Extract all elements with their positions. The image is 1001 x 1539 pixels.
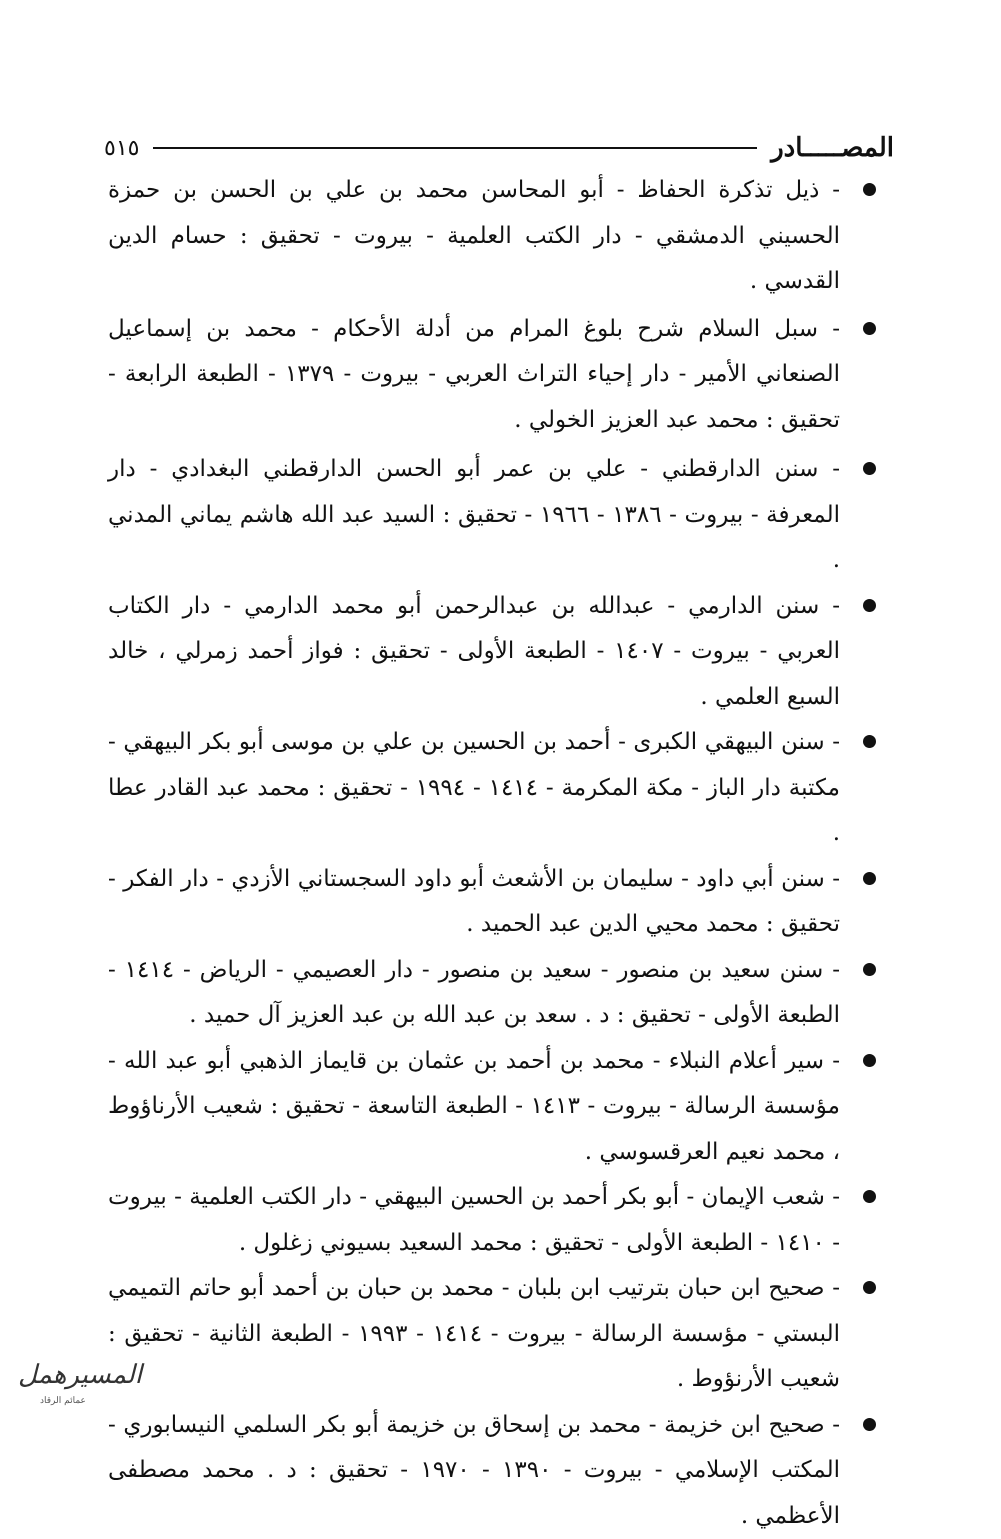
entry-text: - سنن البيهقي الكبرى - أحمد بن الحسين بن علي بن موسى أبو بكر البيهقي - مكتبة دار الباز - مكة المكرمة - ١٤١٤ - ١٩٩٤ - تحقيق : محمد عبد القادر عطا . [108,729,840,846]
stamp-text: المسيرهمل [18,1360,142,1390]
entry-text: - سنن الدارقطني - علي بن عمر أبو الحسن الدارقطني البغدادي - دار المعرفة - بيروت - ١٣٨٦ - ١٩٦٦ - تحقيق : السيد عبد الله هاشم يماني المدني . [108,456,840,573]
stamp-subtext: عمائم الرقاد [40,1396,86,1406]
entry-text: - شعب الإيمان - أبو بكر أحمد بن الحسين البيهقي - دار الكتب العلمية - بيروت - ١٤١٠ - الطبعة الأولى - تحقيق : محمد السعيد بسيوني زغلول . [108,1184,840,1256]
bibliography-entry [108,720,888,857]
header-rule [153,147,757,149]
bibliography-entry [108,584,888,721]
page-header [104,128,894,168]
bibliography-entry [108,1266,888,1403]
entry-text: - سبل السلام شرح بلوغ المرام من أدلة الأحكام - محمد بن إسماعيل الصنعاني الأمير - دار إحياء التراث العربي - بيروت - ١٣٧٩ - الطبعة الرابعة - تحقيق : محمد عبد العزيز الخولي . [108,316,840,433]
section-title: المصـــــادر [771,133,894,163]
entry-text: - سير أعلام النبلاء - محمد بن أحمد بن عثمان بن قايماز الذهبي أبو عبد الله - مؤسسة الرسالة - بيروت - ١٤١٣ - الطبعة التاسعة - تحقيق : شعيب الأرناؤوط ، محمد نعيم العرقسوسي . [108,1048,840,1165]
bibliography-entry [108,948,888,1039]
entry-text: - سنن سعيد بن منصور - سعيد بن منصور - دار العصيمي - الرياض - ١٤١٤ - الطبعة الأولى - تحقيق : د . سعد بن عبد الله بن عبد العزيز آل حميد . [108,957,840,1029]
bibliography-entry [108,307,888,444]
bibliography-list [108,168,888,1539]
bibliography-entry [108,1039,888,1176]
bibliography-entry [108,1403,888,1539]
bibliography-entry [108,1175,888,1266]
bibliography-entry [108,857,888,948]
entry-text: - صحيح ابن خزيمة - محمد بن إسحاق بن خزيمة أبو بكر السلمي النيسابوري - المكتب الإسلامي - بيروت - ١٣٩٠ - ١٩٧٠ - تحقيق : د . محمد مصطفى الأعظمي . [108,1412,840,1529]
entry-text: - سنن الدارمي - عبدالله بن عبدالرحمن أبو محمد الدارمي - دار الكتاب العربي - بيروت - ١٤٠٧ - الطبعة الأولى - تحقيق : فواز أحمد زمرلي ، خالد السبع العلمي . [108,593,840,710]
page-number: ٥١٥ [104,136,139,161]
entry-text: - سنن أبي داود - سليمان بن الأشعث أبو داود السجستاني الأزدي - دار الفكر - تحقيق : محمد محيي الدين عبد الحميد . [108,866,840,938]
entry-text: - ذيل تذكرة الحفاظ - أبو المحاسن محمد بن علي بن الحسن بن حمزة الحسيني الدمشقي - دار الكتب العلمية - بيروت - تحقيق : حسام الدين القدسي . [108,177,840,294]
entry-text: - صحيح ابن حبان بترتيب ابن بلبان - محمد بن حبان بن أحمد أبو حاتم التميمي البستي - مؤسسة الرسالة - بيروت - ١٤١٤ - ١٩٩٣ - الطبعة الثانية - تحقيق : شعيب الأرنؤوط . [108,1275,840,1392]
bibliography-entry [108,447,888,584]
publisher-stamp [10,1356,120,1412]
bibliography-entry [108,168,888,305]
